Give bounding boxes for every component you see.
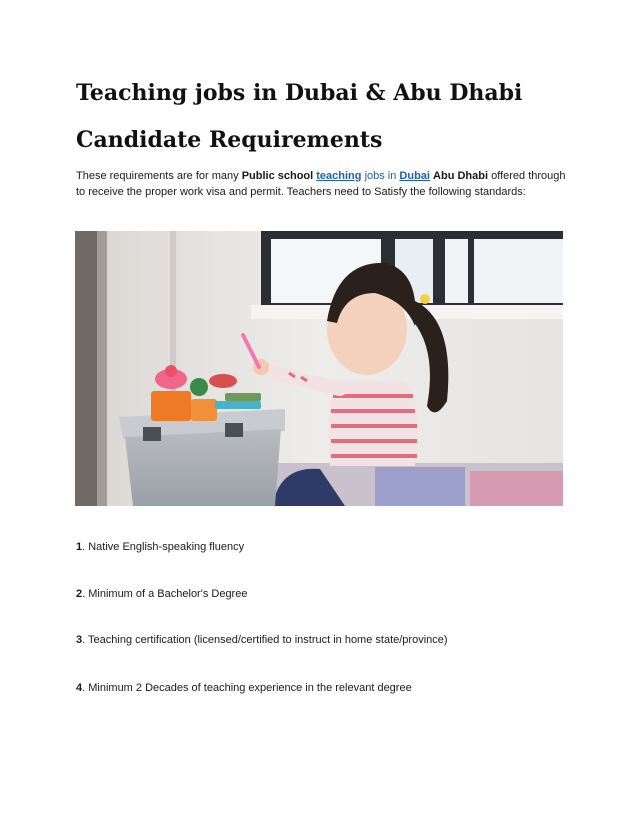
intro-bold-abu-dhabi: Abu Dhabi xyxy=(433,170,489,182)
requirement-text: . Native English-speaking fluency xyxy=(82,541,245,553)
intro-text-start: These requirements are for many xyxy=(76,170,242,182)
link-jobs-in[interactable]: jobs in xyxy=(364,170,397,182)
requirement-text: . Minimum 2 Decades of teaching experience in the relevant degree xyxy=(82,682,412,694)
section-title: Candidate Requirements xyxy=(76,127,383,153)
requirement-item xyxy=(76,587,247,601)
requirement-number: 1 xyxy=(76,541,83,553)
requirement-number: 4 xyxy=(76,682,83,694)
requirement-text: . Minimum of a Bachelor's Degree xyxy=(82,588,248,600)
link-teaching[interactable]: teaching xyxy=(316,170,362,182)
page-title: Teaching jobs in Dubai & Abu Dhabi xyxy=(76,80,523,106)
child-playing-photo xyxy=(75,231,563,506)
intro-bold-public-school: Public school xyxy=(241,170,314,182)
requirement-number: 2 xyxy=(76,588,83,600)
intro-paragraph xyxy=(76,168,566,200)
link-dubai[interactable]: Dubai xyxy=(399,170,430,182)
requirement-text: . Teaching certification (licensed/certified to instruct in home state/province) xyxy=(82,634,448,646)
requirement-item xyxy=(76,633,448,647)
requirement-item xyxy=(76,681,412,695)
requirement-item xyxy=(76,540,244,554)
requirement-number: 3 xyxy=(76,634,83,646)
intro-text-end: offered through to receive the proper work visa and permit. Teachers need to Satisfy the following standards: xyxy=(76,170,566,198)
